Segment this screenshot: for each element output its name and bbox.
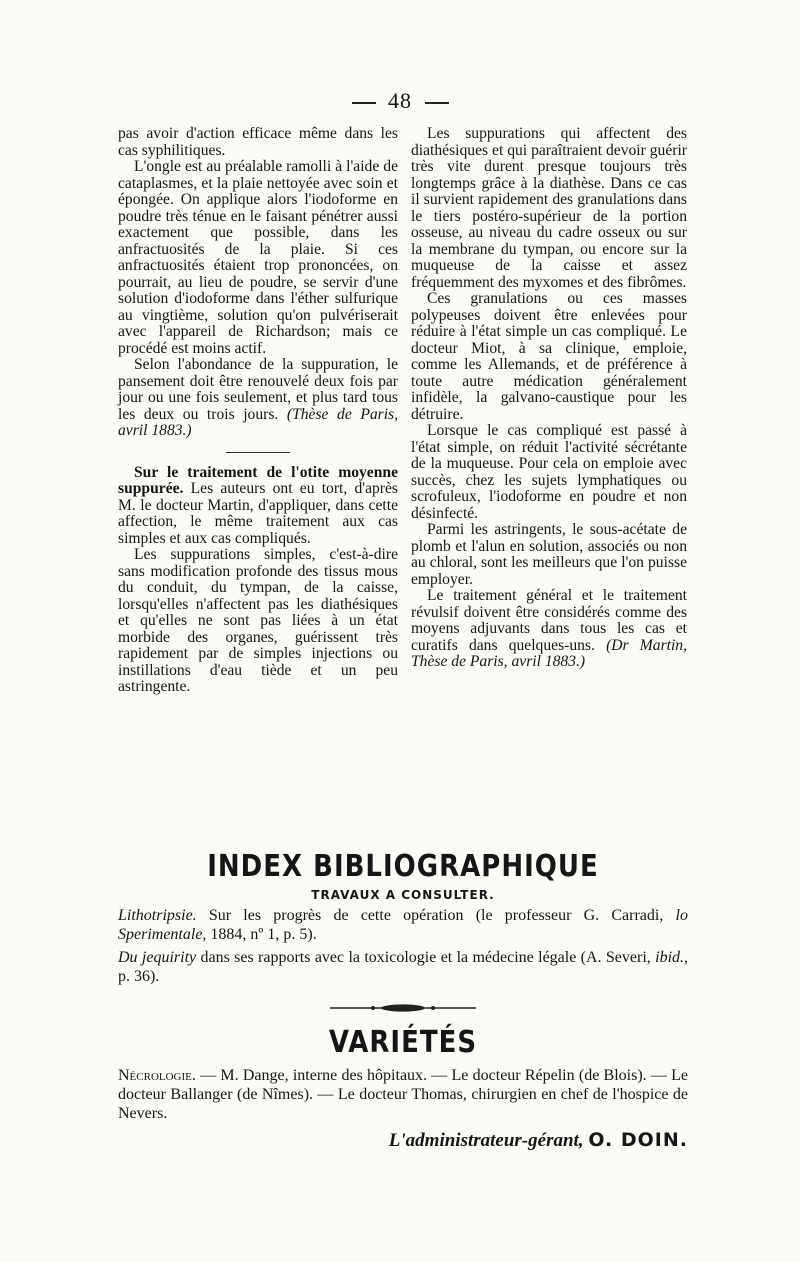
- otite-paragraph-2: Les suppurations simples, c'est-à-dire sans modification profonde des tissus mous du conduit, du tympan, de la caisse, lorsqu'elles n'affectent pas les diathésiques et qu'elles ne sont pas liées à un état morbide des organes, guérissent très rapidement par de simples injections ou instillations d'eau tiède et un peu astringente.: [118, 546, 398, 695]
- signature: [118, 1129, 688, 1152]
- left-citation: (Thèse de Paris, avril 1883.): [118, 405, 399, 439]
- index-entry-2-text: dans ses rapports avec la toxicologie et la médecine légale (A. Severi,: [196, 949, 656, 966]
- section-title: Sur le traitement de l'otite moyenne suppurée.: [118, 463, 398, 497]
- index-entry-1: [118, 906, 688, 944]
- page-number-dash-right: [425, 102, 449, 104]
- index-subtitle: TRAVAUX A CONSULTER.: [311, 888, 495, 902]
- right-paragraph-2: Ces granulations ou ces masses polypeuses doivent être enlevées pour réduire à l'état simple un cas compliqué. Le docteur Miot, à sa clinique, emploie, comme les Allemands, et de préférence à toute autre médication généralement infidèle, la galvano-caustique pour les détruire.: [411, 290, 687, 423]
- right-paragraph-5: [411, 588, 687, 671]
- otite-paragraph-1-text: Les auteurs ont eu tort, d'après M. le docteur Martin, d'appliquer, dans cette affection, le même traitement aux cas simples et aux cas compliqués.: [118, 480, 398, 547]
- necrologie-text: — M. Dange, interne des hôpitaux. — Le docteur Répelin (de Blois). — Le docteur Ballanger (de Nîmes). — Le docteur Thomas, chirurgien en chef de l'hospice de Nevers.: [118, 1067, 688, 1122]
- page-number-text: 48: [388, 88, 412, 113]
- ornament-divider: [118, 1000, 688, 1018]
- varietes-title: VARIÉTÉS: [328, 1025, 478, 1061]
- right-column: [411, 126, 687, 671]
- left-paragraph-3-text: Selon l'abondance de la suppuration, le pansement doit être renouvelé deux fois par jour ou une fois seulement, et plus tard tous les deux ou trois jours.: [118, 356, 398, 423]
- necrologie-label: Nécrologie.: [118, 1067, 196, 1084]
- right-paragraph-5-text: Le traitement général et le traitement révulsif doivent être considérés comme des moyens adjuvants dans tous les cas et curatifs dans quelques-uns.: [411, 587, 687, 654]
- index-title: INDEX BIBLIOGRAPHIQUE: [207, 849, 599, 885]
- index-entry-2-source: ibid.: [655, 949, 685, 966]
- right-paragraph-4: Parmi les astringents, le sous-acétate de plomb et l'alun en solution, associés ou non au chloral, sont les meilleurs que l'on puisse employer.: [411, 521, 687, 588]
- index-entry-2: [118, 948, 688, 986]
- page-number: [0, 88, 800, 114]
- index-entry-1-tail: , 1884, nº 1, p. 5).: [202, 926, 317, 943]
- necrologie-paragraph: [118, 1066, 688, 1123]
- signature-name: O. DOIN.: [588, 1129, 688, 1151]
- otite-paragraph-1: [118, 465, 398, 548]
- left-paragraph-2: L'ongle est au préalable ramolli à l'aide de cataplasmes, et la plaie nettoyée avec soin et épongée. On applique alors l'iodoforme en poudre très ténue en le faisant pénétrer aussi exactement que possible, dans les anfractuosités de la plaie. Si ces anfractuosités étaient trop prononcées, on pourrait, au lieu de poudre, se servir d'une solution d'iodoforme dans l'éther sulfurique au vingtième, solution qu'on pulvériserait avec l'appareil de Richardson; mais ce procédé est moins actif.: [118, 158, 398, 357]
- index-entry-2-lead: Du jequirity: [118, 949, 197, 966]
- left-paragraph-1: pas avoir d'action efficace même dans les cas syphilitiques.: [118, 125, 398, 159]
- bibliography-section: [118, 849, 689, 1152]
- right-paragraph-3: Lorsque le cas compliqué est passé à l'état simple, on réduit l'activité sécrétante de la muqueuse. Pour cela on emploie avec succès, chez les sujets lymphatiques ou scrofuleux, l'iodoforme en poudre et non désinfecté.: [411, 422, 687, 522]
- page-number-dash-left: [352, 102, 376, 104]
- index-entry-1-lead: Lithotripsie.: [118, 907, 197, 924]
- right-citation: (Dr Martin, Thèse de Paris, avril 1883.): [411, 636, 687, 670]
- left-paragraph-3: [118, 357, 398, 440]
- ornament-rule-icon: [328, 1003, 478, 1013]
- left-column: [118, 126, 398, 696]
- signature-role: L'administrateur-gérant,: [388, 1130, 584, 1151]
- right-paragraph-1: Les suppurations qui affectent des diathésiques et qui paraîtraient devoir guérir très vite durent presque toujours très longtemps grâce à la diathèse. Dans ce cas il survient rapidement des granulations dans le tiers postéro-supérieur de la portion osseuse, au niveau du cadre osseux ou sur la membrane du tympan, ou encore sur la muqueuse de la caisse et assez fréquemment des myxomes et des fibrômes.: [411, 125, 687, 291]
- index-entry-2-tail: , p. 36).: [118, 949, 689, 985]
- index-entry-1-text: Sur les progrès de cette opération (le professeur G. Carradi,: [196, 907, 676, 924]
- section-divider: [226, 452, 290, 453]
- index-entry-1-source: lo Sperimentale: [118, 907, 688, 943]
